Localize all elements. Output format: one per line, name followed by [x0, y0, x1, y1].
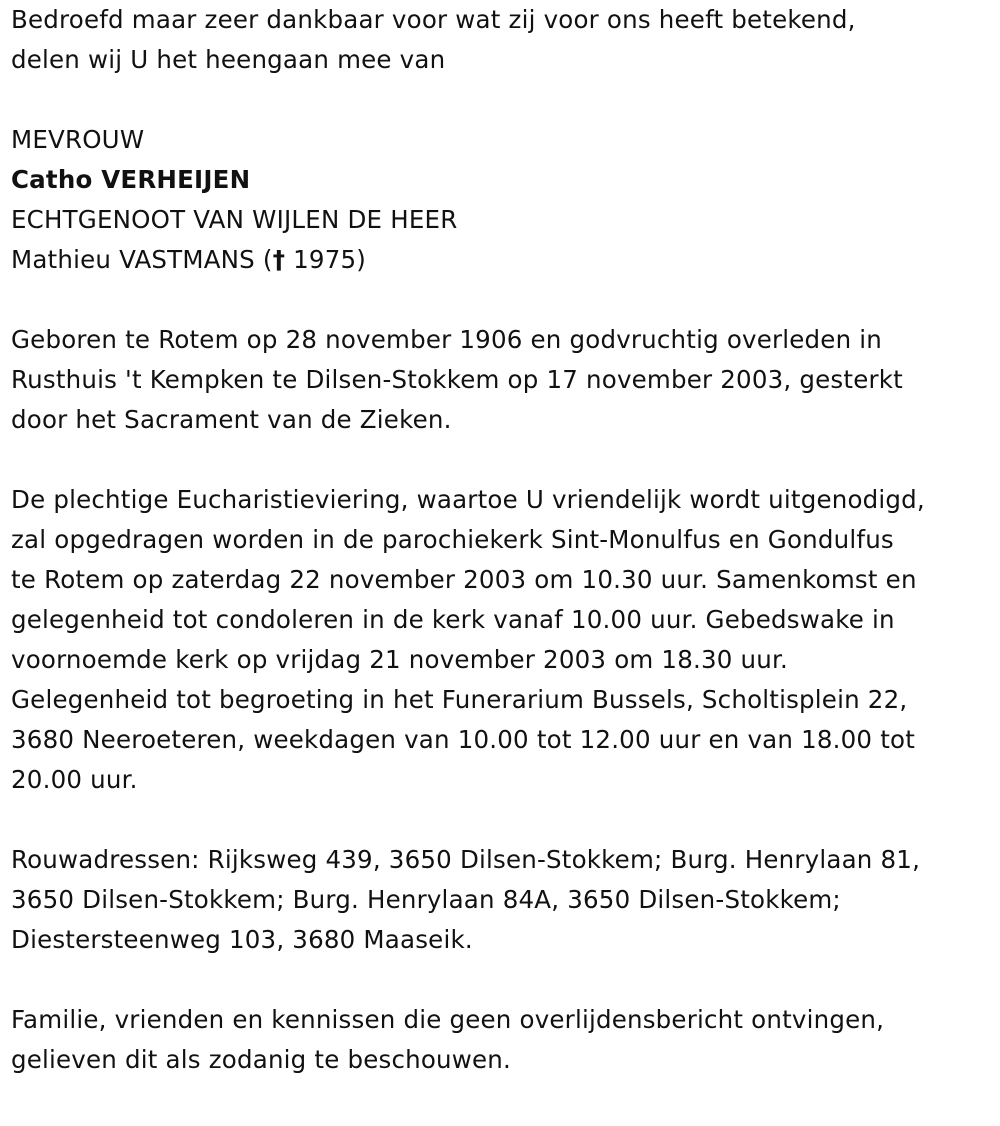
- ceremony-line: 20.00 uur.: [11, 765, 138, 794]
- ceremony-paragraph: [11, 480, 996, 800]
- address-line: 3650 Dilsen-Stokkem; Burg. Henrylaan 84A, 3650 Dilsen-Stokkem;: [11, 885, 841, 914]
- addresses-paragraph: [11, 840, 996, 960]
- cross-icon: †: [272, 245, 286, 274]
- ceremony-line: voornoemde kerk op vrijdag 21 november 2003 om 18.30 uur.: [11, 645, 789, 674]
- ceremony-line: De plechtige Eucharistieviering, waartoe U vriendelijk wordt uitgenodigd,: [11, 485, 925, 514]
- paragraph-gap: [11, 80, 996, 120]
- deceased-title: MEVROUW: [11, 125, 145, 154]
- birth-death-paragraph: [11, 320, 996, 440]
- death-notice: [11, 0, 996, 1080]
- spouse-year: 1975): [285, 245, 367, 274]
- closing-line: Familie, vrienden en kennissen die geen overlijdensbericht ontvingen,: [11, 1005, 885, 1034]
- intro-line: delen wij U het heengaan mee van: [11, 45, 446, 74]
- address-line: Diestersteenweg 103, 3680 Maaseik.: [11, 925, 473, 954]
- ceremony-line: Gelegenheid tot begroeting in het Funerarium Bussels, Scholtisplein 22,: [11, 685, 908, 714]
- ceremony-line: zal opgedragen worden in de parochiekerk Sint-Monulfus en Gondulfus: [11, 525, 894, 554]
- address-line: Rouwadressen: Rijksweg 439, 3650 Dilsen-Stokkem; Burg. Henrylaan 81,: [11, 845, 921, 874]
- paragraph-gap: [11, 440, 996, 480]
- intro-paragraph: [11, 0, 996, 80]
- birth-death-line: Rusthuis 't Kempken te Dilsen-Stokkem op 17 november 2003, gesterkt: [11, 365, 903, 394]
- closing-paragraph: [11, 1000, 996, 1080]
- paragraph-gap: [11, 280, 996, 320]
- ceremony-line: 3680 Neeroeteren, weekdagen van 10.00 tot 12.00 uur en van 18.00 tot: [11, 725, 916, 754]
- birth-death-line: door het Sacrament van de Zieken.: [11, 405, 452, 434]
- closing-line: gelieven dit als zodanig te beschouwen.: [11, 1045, 512, 1074]
- spouse-name: Mathieu VASTMANS (: [11, 245, 273, 274]
- spouse-line: [11, 240, 996, 280]
- paragraph-gap: [11, 800, 996, 840]
- ceremony-line: gelegenheid tot condoleren in de kerk vanaf 10.00 uur. Gebedswake in: [11, 605, 895, 634]
- deceased-relation: ECHTGENOOT VAN WIJLEN DE HEER: [11, 205, 458, 234]
- intro-line: Bedroefd maar zeer dankbaar voor wat zij voor ons heeft betekend,: [11, 5, 856, 34]
- birth-death-line: Geboren te Rotem op 28 november 1906 en godvruchtig overleden in: [11, 325, 883, 354]
- deceased-block: [11, 120, 996, 280]
- ceremony-line: te Rotem op zaterdag 22 november 2003 om 10.30 uur. Samenkomst en: [11, 565, 917, 594]
- paragraph-gap: [11, 960, 996, 1000]
- deceased-name: Catho VERHEIJEN: [11, 165, 251, 194]
